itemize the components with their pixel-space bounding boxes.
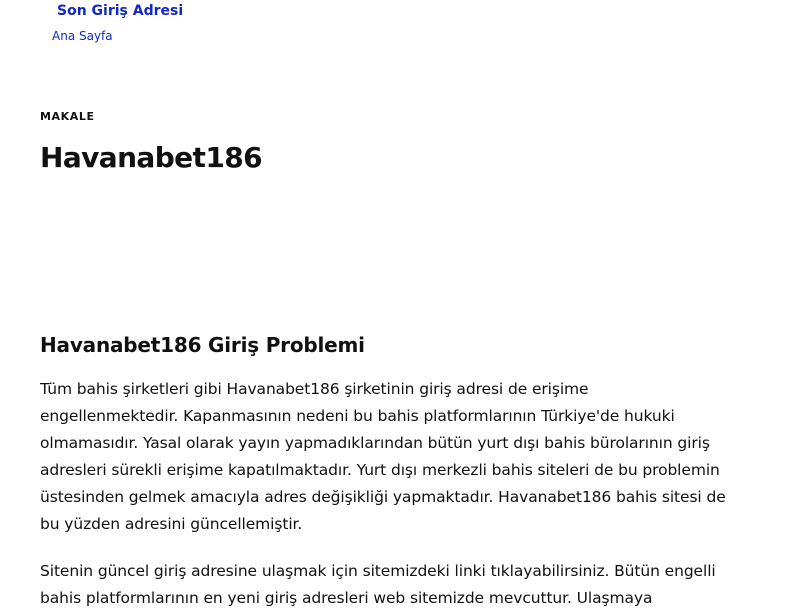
post-category[interactable]: MAKALE	[40, 110, 95, 123]
article-paragraph: Sitenin güncel giriş adresine ulaşmak için sitemizdeki linki tıklayabilirsiniz. Bütün engelli bahis platformlarının en yeni giriş adresleri web sitemizde mevcuttur. Ulaşmaya	[40, 562, 716, 607]
site-title-link[interactable]: Son Giriş Adresi	[57, 3, 184, 19]
nav-link-home[interactable]: Ana Sayfa	[52, 29, 113, 43]
post-title: Havanabet186	[40, 141, 262, 174]
section-heading: Havanabet186 Giriş Problemi	[40, 333, 365, 357]
article-paragraph: Tüm bahis şirketleri gibi Havanabet186 şirketinin giriş adresi de erişime engellenmektedir. Kapanmasının nedeni bu bahis platformlarının Türkiye'de hukuki olmamasıdır. Yasal olarak yayın yapmadıklarından bütün yurt dışı bahis bürolarının giriş adresleri sürekli erişime kapatılmaktadır. Yurt dışı merkezli bahis siteleri de bu problemin üstesinden gelmek amacıyla adres değişikliği yapmaktadır. Havanabet186 bahis sitesi de bu yüzden adresini güncellemiştir.	[40, 380, 726, 533]
